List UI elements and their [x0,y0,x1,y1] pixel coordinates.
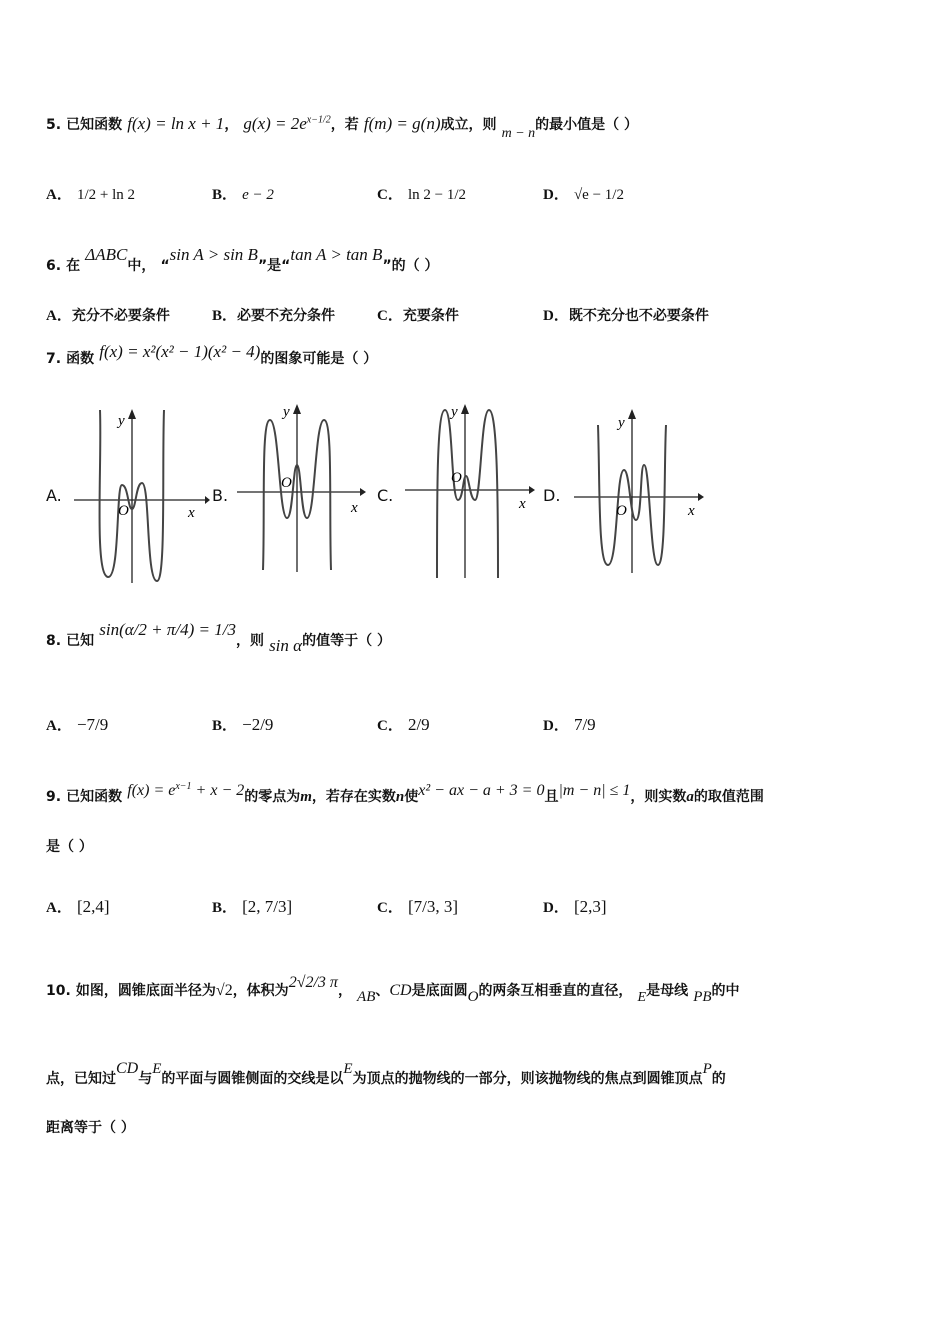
q7-option-b-label[interactable]: B. [212,486,229,505]
axis-x-label: x [519,496,526,512]
q7-number: 7. [46,351,62,367]
q9-function-exponent: x−1 [175,780,192,792]
q5-option-d[interactable]: D． √e − 1/2 [543,187,624,203]
q7-option-a-label[interactable]: A. [46,486,62,505]
q7-graph-c[interactable] [403,400,538,580]
q7-function: f(x) = x²(x² − 1)(x² − 4) [99,342,261,361]
option-text: 2/9 [407,715,430,734]
q6-condition-2: tan A > tan B [290,245,383,264]
q8-option-b[interactable]: B． −2/9 [212,715,274,734]
q9-stem-line2: 是（ ） [46,839,93,855]
option-text: 充分不必要条件 [71,308,170,324]
axis-x-label: x [188,505,195,521]
q10-stem-line3: 距离等于（ ） [46,1120,135,1136]
q5-g-def: g(x) = 2e [243,114,307,133]
option-text: 7/9 [573,715,596,734]
q8-option-a[interactable]: A． −7/9 [46,715,109,734]
option-text: 既不充分也不必要条件 [568,308,709,324]
q8-option-d[interactable]: D． 7/9 [543,715,596,734]
q5-condition: f(m) = g(n) [363,114,441,133]
q8-option-c[interactable]: C． 2/9 [377,715,430,734]
option-text: −2/9 [242,715,274,734]
q8-condition: sin(α/2 + π/4) = 1/3 [99,620,236,639]
q6-option-d[interactable]: D．既不充分也不必要条件 [543,308,709,324]
q10-number: 10. [46,983,71,999]
option-text: √e − 1/2 [573,187,624,203]
q9-option-c[interactable]: C． [7/3, 3] [377,897,458,916]
option-text: −7/9 [76,715,109,734]
q7-graph-d[interactable] [570,405,710,575]
option-text: [2, 7/3] [242,897,293,916]
axis-y-label: y [451,404,458,420]
q6-number: 6. [46,258,62,274]
q8-number: 8. [46,633,62,649]
option-text: 1/2 + ln 2 [76,187,135,203]
axis-y-label: y [118,413,125,429]
q6-option-b[interactable]: B．必要不充分条件 [212,308,336,324]
origin-label: O [118,503,129,519]
q9-option-b[interactable]: B． [2, 7/3] [212,897,293,916]
q7-graph-a[interactable] [70,405,210,585]
q5-number: 5. [46,117,62,133]
q6-option-a[interactable]: A．充分不必要条件 [46,308,170,324]
q5-option-c[interactable]: C． ln 2 − 1/2 [377,187,466,203]
q10-stem-line2: 点，已知过CD与E的平面与圆锥侧面的交线是以E为顶点的抛物线的一部分，则该抛物线的焦点到圆锥顶点P的 [46,1060,726,1087]
q6-stem: 6. 在 ΔABC中， “sin A > sin B”是“tan A > tan B”的（ ） [46,245,439,274]
q5-g-exp: x−1/2 [306,114,331,126]
q6-option-c[interactable]: C．充要条件 [377,308,459,324]
q9-equation: x² − ax − a + 3 = 0 [418,782,545,799]
axis-x-label: x [688,503,695,519]
q5-expression: m − n [501,126,536,141]
q7-option-c-label[interactable]: C. [377,486,394,505]
option-text: e − 2 [242,187,274,203]
q6-condition-1: sin A > sin B [169,245,258,264]
q5-f-def: f(x) = ln x + 1 [127,114,225,133]
q10-volume: 2√2/3 π [288,974,338,991]
option-text: [2,3] [573,897,607,916]
q6-triangle: ΔABC [85,245,128,264]
q9-option-a[interactable]: A． [2,4] [46,897,110,916]
origin-label: O [451,470,462,486]
origin-label: O [616,503,627,519]
axis-y-label: y [283,404,290,420]
option-text: [2,4] [76,897,110,916]
option-text: ln 2 − 1/2 [407,187,466,203]
q9-number: 9. [46,789,62,805]
origin-label: O [281,475,292,491]
q8-expression: sin α [269,636,303,655]
q9-option-d[interactable]: D． [2,3] [543,897,607,916]
q5-option-a[interactable]: A． 1/2 + ln 2 [46,187,135,203]
axis-x-label: x [351,500,358,516]
option-text: 充要条件 [402,308,459,324]
q9-inequality: |m − n| ≤ 1 [558,782,631,799]
axis-y-label: y [618,415,625,431]
q7-option-d-label[interactable]: D. [543,486,561,505]
q9-stem: 9. 已知函数 $f(x) = e^{x-1} + x - 2$的零点为m，若存在实数n使x² − ax − a + 3 = 0且|m − n| ≤ 1，则实数a的取值范围 [46,780,764,805]
option-text: [7/3, 3] [407,897,458,916]
q8-stem: 8. 已知 sin(α/2 + π/4) = 1/3，则 sin α的值等于（ ） [46,620,391,655]
q10-stem-line1: 10. 如图，圆锥底面半径为√2，体积为2√2/3 π， AB、CD是底面圆O的两条互相垂直的直径， E是母线 PB的中 [46,974,740,1005]
q5-stem: 5. 已知函数 f(x) = ln x + 1， $g(x) = 2e^{x-1/2}$，若 f(m) = g(n)成立，则 m − n的最小值是（ ） [46,114,639,141]
q7-graph-b[interactable] [235,400,370,575]
q7-stem: 7. 函数 f(x) = x²(x² − 1)(x² − 4)的图象可能是（ ） [46,342,378,367]
q9-function: f(x) = e [127,782,176,799]
option-text: 必要不充分条件 [237,308,336,324]
q5-option-b[interactable]: B． e − 2 [212,187,274,203]
